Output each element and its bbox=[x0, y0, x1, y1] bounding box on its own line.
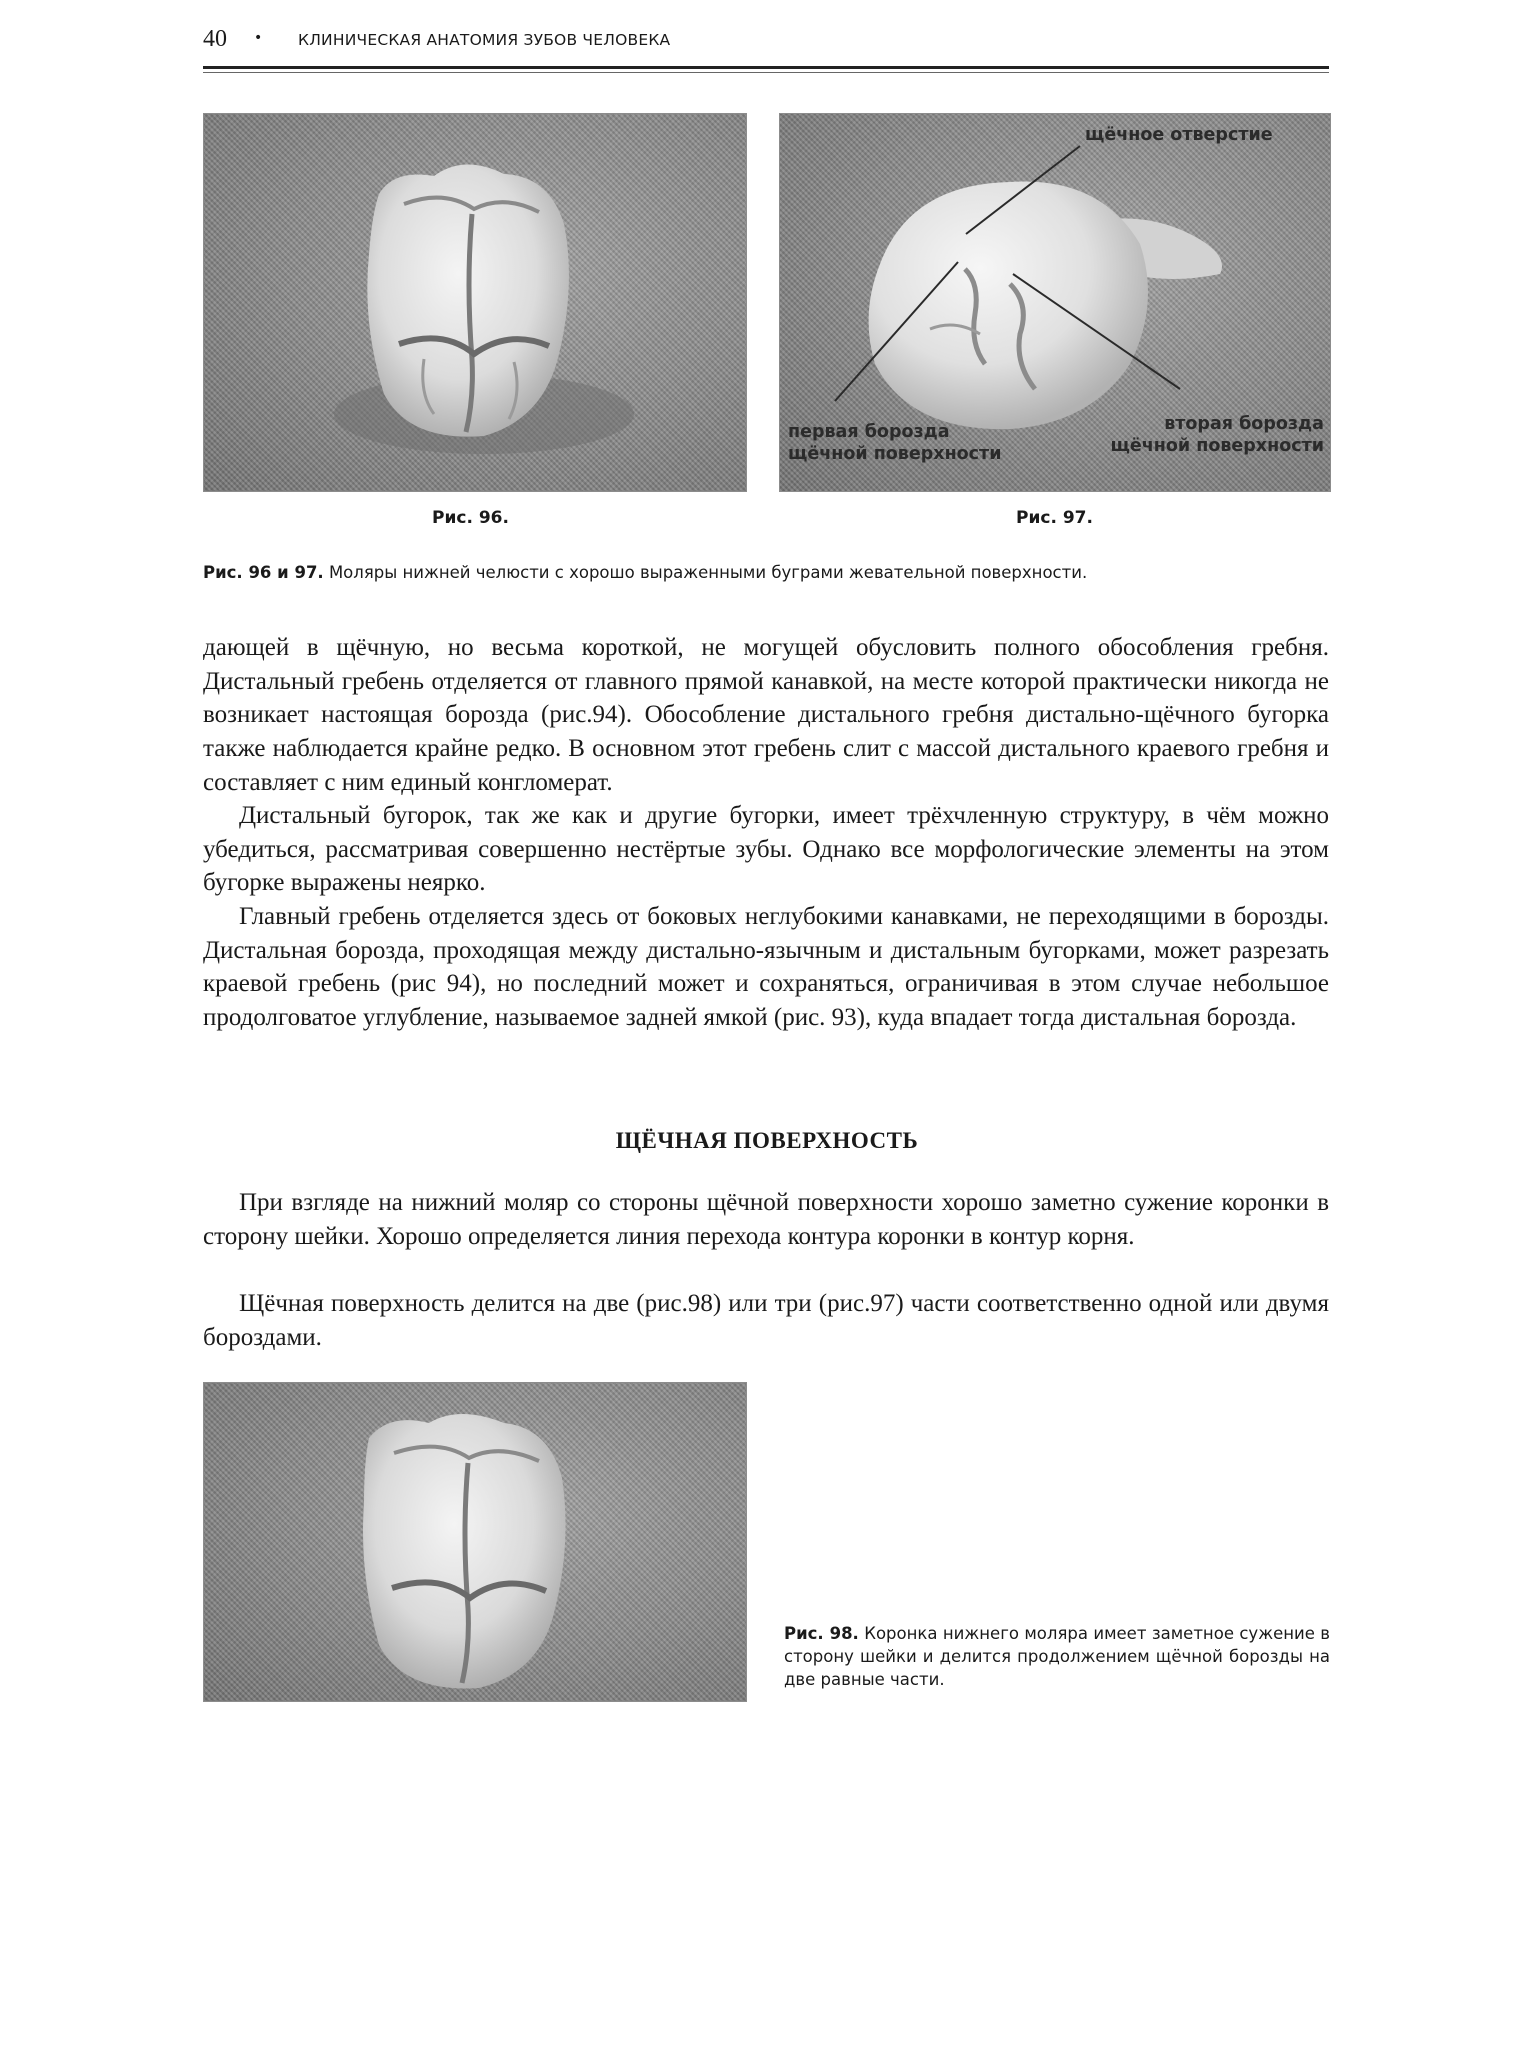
section-heading: ЩЁЧНАЯ ПОВЕРХНОСТЬ bbox=[615, 1128, 919, 1153]
figure-97-photo bbox=[779, 113, 1331, 492]
paragraph-4: При взгляде на нижний моляр со стороны щёчной поверхности хорошо заметно сужение коронки в сторону шейки. Хорошо определяется линия перехода контура коронки в контур корня. bbox=[203, 1189, 1329, 1250]
figure-97-label: Рис. 97. bbox=[1016, 508, 1093, 528]
caption-text: Моляры нижней челюсти с хорошо выраженными буграми жевательной поверхности. bbox=[323, 563, 1088, 582]
figure-98-caption-prefix: Рис. 98. bbox=[784, 1624, 859, 1643]
label-buccal-pit: щёчное отверстие bbox=[1085, 125, 1273, 145]
paragraph-1: дающей в щёчную, но весьма короткой, не могущей обусловить полного обособления гребня. Дистальный гребень отделяется от главного прямой канавкой, на месте которой практически никогда не возникает настоящая борозда (рис.94). Обособление дистального гребня дистально-щёчного бугорка также наблюдается крайне редко. В основном этот гребень слит с массой дистального краевого гребня и составляет с ним единый конгломерат. bbox=[203, 634, 1329, 796]
header-rule-thick bbox=[203, 66, 1329, 69]
paragraph-5: Щёчная поверхность делится на две (рис.98) или три (рис.97) части соответственно одной или двумя бороздами. bbox=[203, 1290, 1329, 1351]
figure-96-label: Рис. 96. bbox=[432, 508, 509, 528]
label-first-groove-line1: первая борозда bbox=[788, 422, 950, 442]
label-second-groove-line2: щёчной поверхности bbox=[1110, 436, 1324, 456]
figure-98-caption-text: Коронка нижнего моляра имеет заметное сужение в сторону шейки и делится продолжением щёчной борозды на две равные части. bbox=[784, 1624, 1330, 1689]
tooth-occlusal-illustration bbox=[204, 114, 746, 491]
figure-98-photo bbox=[203, 1382, 747, 1702]
caption-prefix: Рис. 96 и 97. bbox=[203, 563, 324, 582]
label-second-groove-line1: вторая борозда bbox=[1164, 414, 1324, 434]
tooth-crown-illustration bbox=[204, 1383, 746, 1701]
label-first-buccal-groove bbox=[788, 421, 1001, 465]
paragraph-3: Главный гребень отделяется здесь от боковых неглубокими канавками, не переходящими в борозды. Дистальная борозда, проходящая между дистально-язычным и дистальным бугорками, может разрезать краевой гребень (рис 94), но последний может и сохраняться, ограничивая в этом случае небольшое продолговатое углубление, называемое задней ямкой (рис. 93), куда впадает тогда дистальная борозда. bbox=[203, 903, 1329, 1032]
figure-96-photo bbox=[203, 113, 747, 492]
header-rule-thin bbox=[203, 72, 1329, 73]
paragraph-2: Дистальный бугорок, так же как и другие бугорки, имеет трёхчленную структуру, в чём можно убедиться, рассматривая совершенно нестёртые зубы. Однако все морфологические элементы на этом бугорке выражены неярко. bbox=[203, 802, 1329, 897]
running-header-title: КЛИНИЧЕСКАЯ АНАТОМИЯ ЗУБОВ ЧЕЛОВЕКА bbox=[298, 31, 671, 49]
label-second-buccal-groove bbox=[1111, 413, 1324, 457]
figure-96-97-caption bbox=[203, 563, 1087, 582]
figure-98-caption bbox=[784, 1622, 1330, 1691]
header-separator: • bbox=[254, 30, 263, 46]
label-first-groove-line2: щёчной поверхности bbox=[788, 444, 1002, 464]
page-number: 40 bbox=[203, 26, 227, 52]
